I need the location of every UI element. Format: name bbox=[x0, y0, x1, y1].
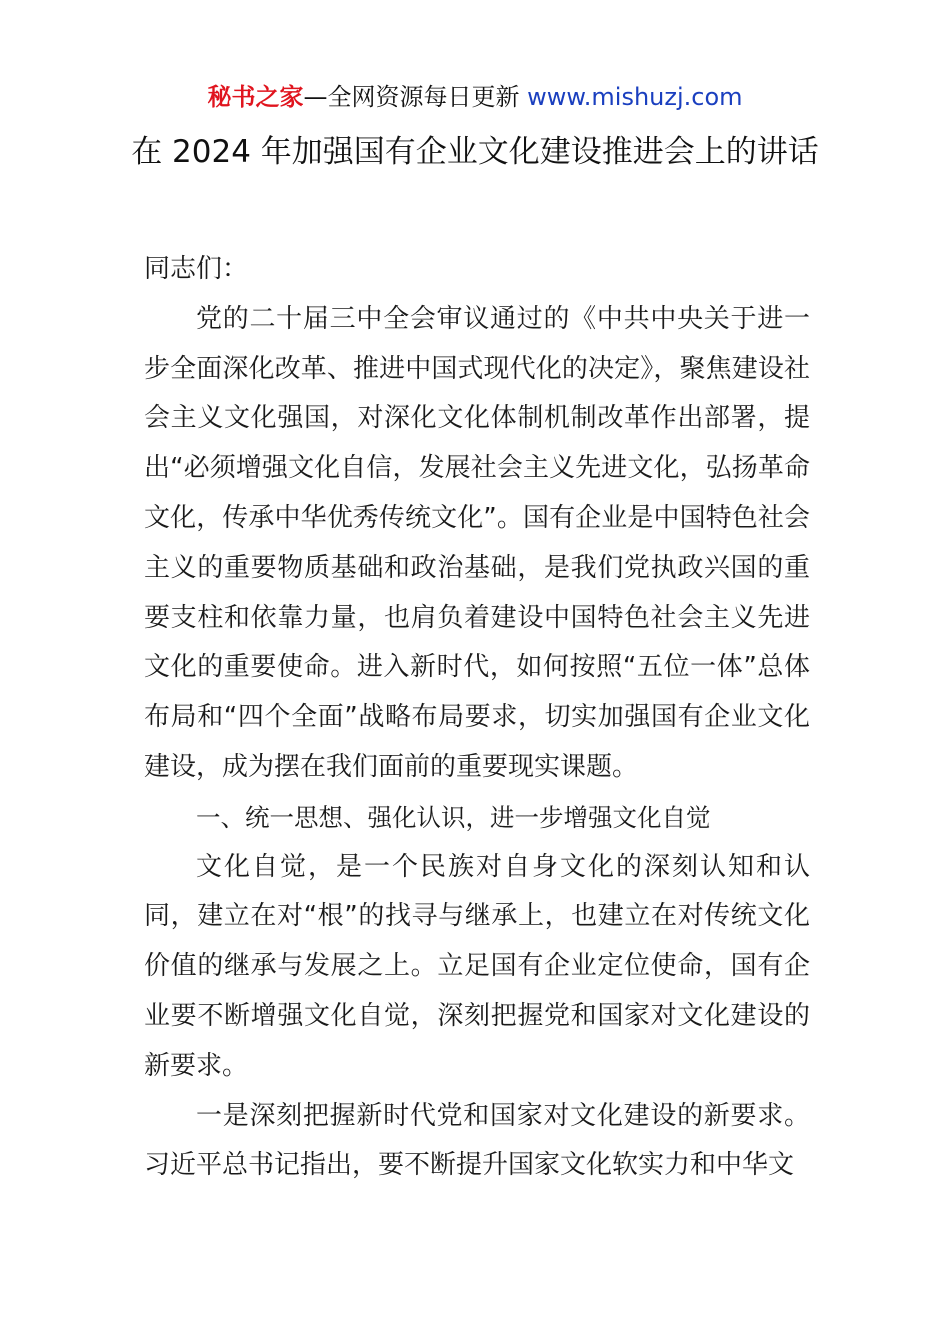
salutation: 同志们： bbox=[144, 254, 249, 284]
paragraph: 党的二十届三中全会审议通过的《中共中央关于进一步全面深化改革、推进中国式现代化的决定》，聚焦建设社会主义文化强国，对深化文化体制机制改革作出部署，提出“必须增强文化自信，发展社会主义先进文化，弘扬革命文化，传承中华优秀传统文化”。国有企业是中国特色社会主义的重要物质基础和政治基础，是我们党执政兴国的重要支柱和依靠力量，也肩负着建设中国特色社会主义先进文化的重要使命。进入新时代，如何按照“五位一体”总体布局和“四个全面”战略布局要求，切实加强国有企业文化建设，成为摆在我们面前的重要现实课题。 bbox=[144, 303, 810, 782]
paragraph: 文化自觉，是一个民族对自身文化的深刻认知和认同，建立在对“根”的找寻与继承上，也建立在对传统文化价值的继承与发展之上。立足国有企业定位使命，国有企业要不断增强文化自觉，深刻把握党和国家对文化建设的新要求。 bbox=[144, 851, 810, 1081]
section-heading: 一、统一思想、强化认识，进一步增强文化自觉 bbox=[196, 802, 711, 832]
site-header bbox=[0, 80, 950, 114]
document-body bbox=[144, 245, 810, 1191]
site-tagline: —全网资源每日更新 bbox=[303, 83, 528, 111]
site-url-link[interactable]: www.mishuzj.com bbox=[527, 83, 743, 111]
site-brand: 秘书之家 bbox=[207, 83, 304, 111]
document-title: 在 2024 年加强国有企业文化建设推进会上的讲话 bbox=[131, 134, 819, 170]
paragraph: 一是深刻把握新时代党和国家对文化建设的新要求。习近平总书记指出，要不断提升国家文化软实力和中华文 bbox=[144, 1100, 810, 1181]
